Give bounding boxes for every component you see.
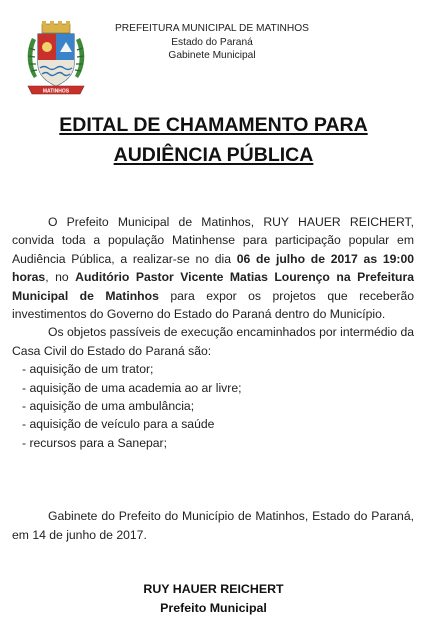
objects-list (12, 360, 414, 452)
coat-of-arms-icon (24, 20, 88, 102)
document-title (0, 110, 427, 170)
invitation-text: , no (45, 270, 76, 285)
closing-paragraph: Gabinete do Prefeito do Município de Matinhos, Estado do Paraná, em 14 de junho de 2017. (12, 509, 414, 542)
letterhead-state: Estado do Paraná (171, 36, 253, 48)
svg-text:MATINHOS: MATINHOS (42, 88, 70, 95)
event-datetime: 06 de julho de 2017 as 19:00 horas (12, 251, 414, 285)
list-item: - aquisição de veículo para a saúde (22, 417, 215, 432)
list-item: - aquisição de uma academia ao ar livre; (22, 380, 242, 395)
title-line-1: EDITAL DE CHAMAMENTO PARA (59, 114, 368, 136)
invitation-text: para expor os projetos que receberão investimentos do Governo do Estado do Paraná dentro do Município. (12, 288, 415, 322)
signature-block (0, 580, 427, 618)
letterhead-municipality: PREFEITURA MUNICIPAL DE MATINHOS (115, 23, 309, 34)
objects-paragraph: Os objetos passíveis de execução encaminhados por intermédio da Casa Civil do Estado do Paraná são: (12, 325, 414, 358)
letterhead-office: Gabinete Municipal (168, 50, 256, 61)
event-venue: Auditório Pastor Vicente Matias Lourenço na Prefeitura Municipal de Matinhos (12, 270, 415, 303)
document-body (12, 213, 414, 544)
signature-name: RUY HAUER REICHERT (143, 582, 284, 596)
letterhead (92, 22, 332, 63)
list-item: - aquisição de uma ambulância; (22, 399, 195, 414)
list-item: - aquisição de um trator; (22, 362, 154, 377)
invitation-text: O Prefeito Municipal de Matinhos, RUY HAUER REICHERT, convida toda a população Matinhense para participação popular em Audiência Pública, a realizar-se no dia (12, 215, 414, 266)
list-item: - recursos para a Sanepar; (22, 435, 167, 450)
invitation-paragraph (12, 213, 414, 323)
signature-role: Prefeito Municipal (160, 601, 267, 615)
title-line-2: AUDIÊNCIA PÚBLICA (113, 144, 314, 166)
